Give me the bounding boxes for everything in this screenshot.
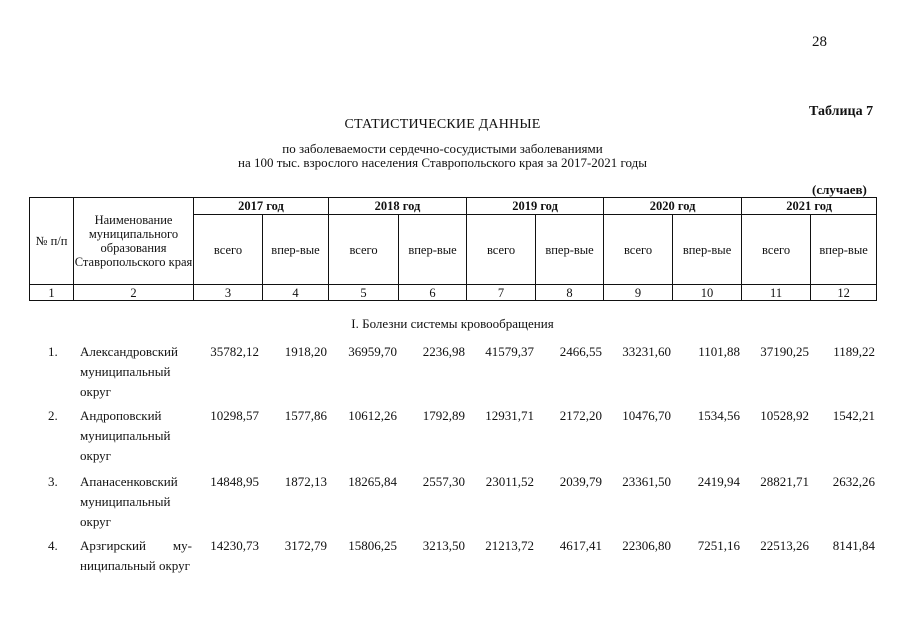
table-label: Таблица 7: [809, 104, 874, 119]
header-first: впер-вые: [399, 215, 467, 285]
section-title: I. Болезни системы кровообращения: [351, 316, 554, 331]
column-number: 8: [536, 285, 604, 301]
value-2021-total: 22513,26: [760, 538, 809, 553]
header-year-2019: 2019 год: [467, 198, 604, 215]
municipality-name: Арзгирский муниципальный округ: [80, 538, 192, 573]
header-first: впер-вые: [673, 215, 742, 285]
page-number: 28: [812, 34, 827, 50]
value-2019-first: 2466,55: [559, 344, 602, 359]
row-number: 4.: [48, 538, 58, 553]
value-2019-first: 4617,41: [559, 538, 602, 553]
subtitle-line-2: на 100 тыс. взрослого населения Ставропольского края за 2017-2021 годы: [237, 155, 648, 170]
column-number: 9: [604, 285, 673, 301]
row-number: 1.: [48, 344, 58, 359]
value-2017-first: 1872,13: [284, 474, 327, 489]
header-first: впер-вые: [811, 215, 877, 285]
value-2019-total: 41579,37: [485, 344, 534, 359]
header-year-2017: 2017 год: [194, 198, 329, 215]
value-2020-total: 22306,80: [622, 538, 671, 553]
value-2020-total: 33231,60: [622, 344, 671, 359]
value-2019-first: 2172,20: [559, 408, 602, 423]
value-2018-first: 2557,30: [422, 474, 465, 489]
header-year-2020: 2020 год: [604, 198, 742, 215]
header-total: всего: [742, 215, 811, 285]
value-2017-first: 3172,79: [284, 538, 327, 553]
value-2018-total: 18265,84: [348, 474, 397, 489]
value-2021-total: 37190,25: [760, 344, 809, 359]
header-first: впер-вые: [536, 215, 604, 285]
row-number: 3.: [48, 474, 58, 489]
value-2018-first: 1792,89: [422, 408, 465, 423]
value-2017-total: 14230,73: [210, 538, 259, 553]
value-2017-total: 10298,57: [210, 408, 259, 423]
municipality-name: Андроповский муниципальный округ: [80, 408, 171, 463]
value-2020-first: 2419,94: [697, 474, 740, 489]
column-number: 7: [467, 285, 536, 301]
municipality-name: Апанасенковский муниципальный округ: [80, 474, 178, 529]
value-2018-total: 15806,25: [348, 538, 397, 553]
value-2017-first: 1918,20: [284, 344, 327, 359]
header-total: всего: [467, 215, 536, 285]
column-number: 11: [742, 285, 811, 301]
value-2017-first: 1577,86: [284, 408, 327, 423]
header-name: Наименование муниципального образования Ставропольского края: [74, 198, 194, 285]
header-num: № п/п: [30, 198, 74, 285]
value-2017-total: 35782,12: [210, 344, 259, 359]
value-2020-first: 1534,56: [697, 408, 740, 423]
value-2021-first: 1189,22: [833, 344, 875, 359]
value-2021-total: 28821,71: [760, 474, 809, 489]
document-subtitle: [0, 142, 885, 170]
header-total: всего: [604, 215, 673, 285]
header-total: всего: [329, 215, 399, 285]
header-year-2021: 2021 год: [742, 198, 877, 215]
value-2019-total: 21213,72: [485, 538, 534, 553]
value-2021-total: 10528,92: [760, 408, 809, 423]
header-total: всего: [194, 215, 263, 285]
units-label: (случаев): [812, 182, 867, 197]
municipality-name: Александровский муниципальный округ: [80, 344, 178, 399]
value-2018-first: 3213,50: [422, 538, 465, 553]
value-2020-total: 10476,70: [622, 408, 671, 423]
document-title: СТАТИСТИЧЕСКИЕ ДАННЫЕ: [344, 117, 541, 132]
value-2017-total: 14848,95: [210, 474, 259, 489]
value-2020-first: 7251,16: [697, 538, 740, 553]
value-2019-first: 2039,79: [559, 474, 602, 489]
column-number: 2: [74, 285, 194, 301]
column-number: 4: [263, 285, 329, 301]
row-number: 2.: [48, 408, 58, 423]
value-2021-first: 8141,84: [832, 538, 875, 553]
column-number: 5: [329, 285, 399, 301]
header-year-2018: 2018 год: [329, 198, 467, 215]
subtitle-line-1: по заболеваемости сердечно-сосудистыми заболеваниями: [282, 141, 603, 156]
column-number: 12: [811, 285, 877, 301]
column-number: 1: [30, 285, 74, 301]
column-number: 10: [673, 285, 742, 301]
value-2021-first: 2632,26: [832, 474, 875, 489]
value-2020-first: 1101,88: [698, 344, 740, 359]
value-2019-total: 12931,71: [485, 408, 534, 423]
value-2020-total: 23361,50: [622, 474, 671, 489]
value-2018-total: 36959,70: [348, 344, 397, 359]
header-first: впер-вые: [263, 215, 329, 285]
value-2021-first: 1542,21: [832, 408, 875, 423]
value-2018-total: 10612,26: [348, 408, 397, 423]
table-header: [29, 197, 877, 301]
column-number: 6: [399, 285, 467, 301]
column-number: 3: [194, 285, 263, 301]
value-2019-total: 23011,52: [485, 474, 534, 489]
value-2018-first: 2236,98: [422, 344, 465, 359]
